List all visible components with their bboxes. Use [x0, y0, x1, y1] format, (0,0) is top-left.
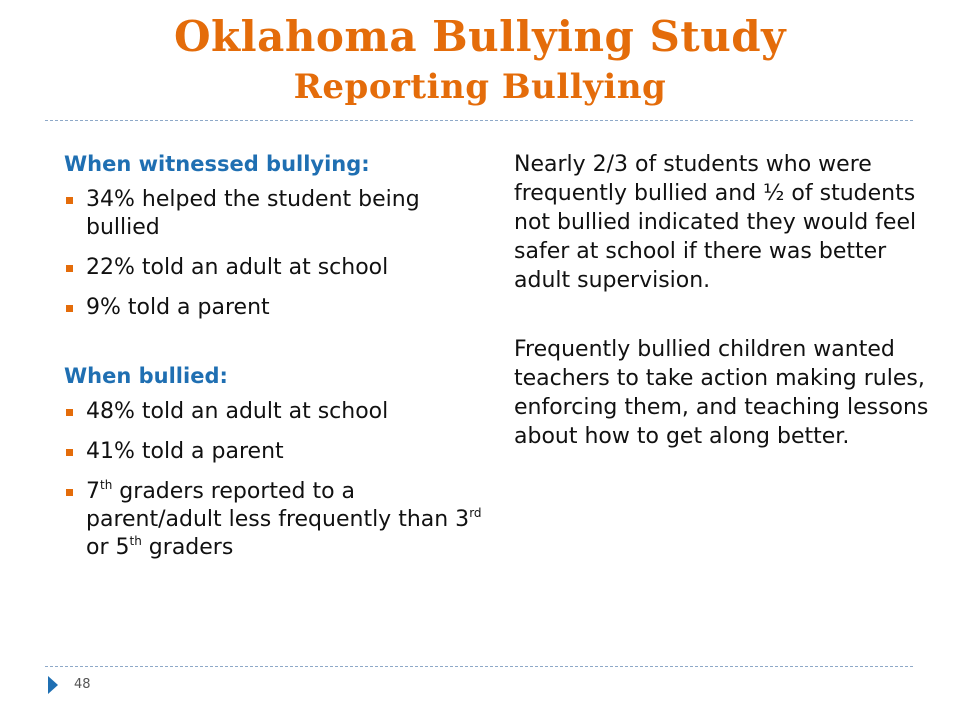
list-item	[64, 438, 484, 466]
list-item-text: 48% told an adult at school	[86, 399, 389, 424]
page-number: 48	[74, 677, 91, 692]
bottom-divider	[45, 666, 913, 667]
list-item-text: 9% told a parent	[86, 295, 270, 320]
witnessed-heading: When witnessed bullying:	[64, 152, 370, 176]
list-item-text: 22% told an adult at school	[86, 255, 389, 280]
teacher-action-paragraph: Frequently bullied children wanted teachers to take action making rules, enforcing them, and teaching lessons about how to get along better.	[514, 337, 929, 449]
list-item-text: 41% told a parent	[86, 439, 284, 464]
list-item	[64, 294, 484, 322]
list-item-text: 34% helped the student being bullied	[86, 187, 420, 240]
supervision-paragraph: Nearly 2/3 of students who were frequently bullied and ½ of students not bullied indicated they would feel safer at school if there was better adult supervision.	[514, 152, 917, 293]
square-bullet-icon	[66, 305, 73, 312]
square-bullet-icon	[66, 409, 73, 416]
left-column	[64, 150, 484, 574]
square-bullet-icon	[66, 449, 73, 456]
square-bullet-icon	[66, 489, 73, 496]
slide-title: Oklahoma Bullying Study	[173, 12, 787, 61]
right-column	[514, 150, 934, 491]
slide-subtitle: Reporting Bullying	[293, 67, 667, 107]
grade-text: graders reported to a parent/adult less frequently than 3	[86, 479, 470, 532]
bullied-list	[64, 398, 484, 562]
list-item	[64, 254, 484, 282]
square-bullet-icon	[66, 265, 73, 272]
square-bullet-icon	[66, 197, 73, 204]
witnessed-list	[64, 186, 484, 322]
list-item	[64, 186, 484, 242]
ordinal-suffix: th	[129, 534, 142, 548]
ordinal-suffix: th	[100, 478, 113, 492]
grade-text: graders	[141, 535, 234, 560]
top-divider	[45, 120, 913, 121]
list-item-grades	[64, 478, 484, 562]
ordinal-suffix: rd	[469, 506, 482, 520]
grade-text: or 5	[86, 535, 130, 560]
list-item	[64, 398, 484, 426]
bullied-heading: When bullied:	[64, 364, 228, 388]
triangle-marker-icon	[48, 676, 58, 694]
list-item-text	[86, 479, 482, 560]
grade-text: 7	[86, 479, 100, 504]
